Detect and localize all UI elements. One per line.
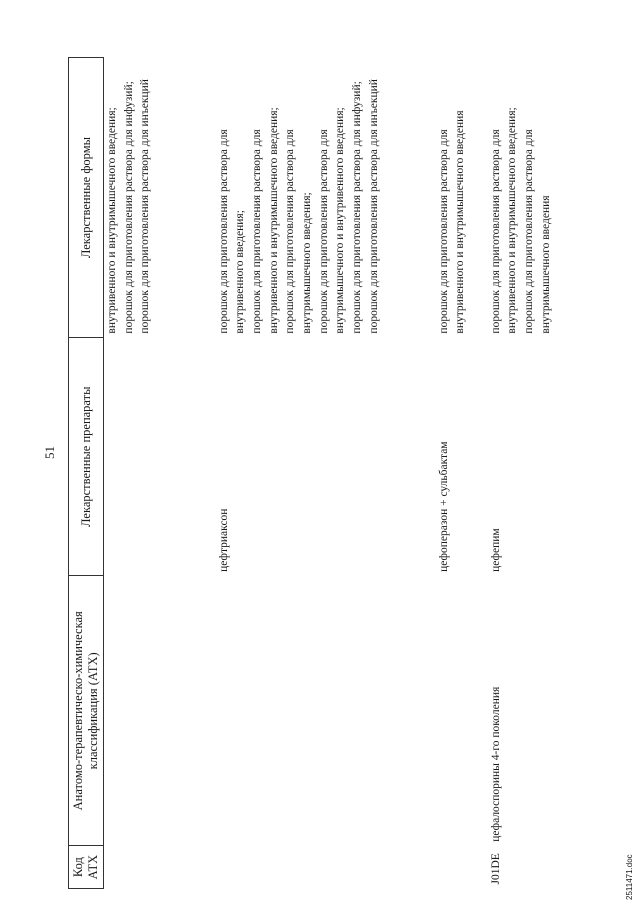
table-row (436, 58, 488, 889)
cell-forms (436, 58, 488, 338)
footer-doc-name: 2511471.doc (625, 854, 634, 900)
cell-classification (436, 576, 488, 846)
form-item: порошок для приготовления раствора для инъекций (139, 79, 152, 334)
form-item: порошок для приготовления раствора для инъекций (367, 79, 380, 334)
cell-forms (488, 58, 568, 338)
cell-drug: цефтриаксон (217, 508, 230, 572)
cell-code: J01DE (489, 853, 502, 885)
table-row (488, 58, 568, 889)
form-item: порошок для приготовления раствора для внутримышечного введения; (284, 129, 314, 334)
cell-code (216, 846, 436, 889)
table-row (104, 58, 216, 889)
header-forms: Лекарственные формы (69, 58, 104, 338)
header-drugs: Лекарственные препараты (69, 338, 104, 576)
atx-table (68, 57, 568, 889)
form-item: порошок для приготовления раствора для внутримышечного введения (522, 129, 552, 334)
cell-code (436, 846, 488, 889)
form-item: порошок для приготовления раствора для инфузий; (351, 81, 364, 334)
cell-forms (216, 58, 436, 338)
form-item: порошок для приготовления раствора для внутривенного и внутримышечного введения; (250, 107, 280, 334)
form-item: порошок для приготовления раствора для внутривенного введения; (217, 129, 247, 334)
form-item: порошок для приготовления раствора для инфузий; (122, 81, 135, 334)
table-row (216, 58, 436, 889)
form-item: порошок для приготовления раствора для внутривенного и внутримышечного введения; (489, 107, 519, 334)
header-classification: Анатомо-терапевтическо-химическая классификация (АТХ) (69, 576, 104, 846)
cell-forms (104, 58, 216, 338)
cell-drug (104, 338, 216, 576)
table-header-row (69, 58, 104, 889)
form-item: порошок для приготовления раствора для внутривенного и внутримышечного введения (437, 110, 467, 334)
form-item: внутривенного и внутримышечного введения; (106, 107, 118, 334)
cell-classification (104, 576, 216, 846)
form-item: порошок для приготовления раствора для внутримышечного и внутривенного введения; (317, 107, 347, 334)
cell-drug: цефепим (489, 528, 502, 572)
cell-classification: цефалоспорины 4-го поколения (489, 686, 502, 842)
cell-code (104, 846, 216, 889)
page-number: 51 (42, 446, 57, 459)
header-code: Код АТХ (69, 846, 104, 889)
cell-drug: цефоперазон + сульбактам (437, 441, 450, 572)
cell-classification (216, 576, 436, 846)
